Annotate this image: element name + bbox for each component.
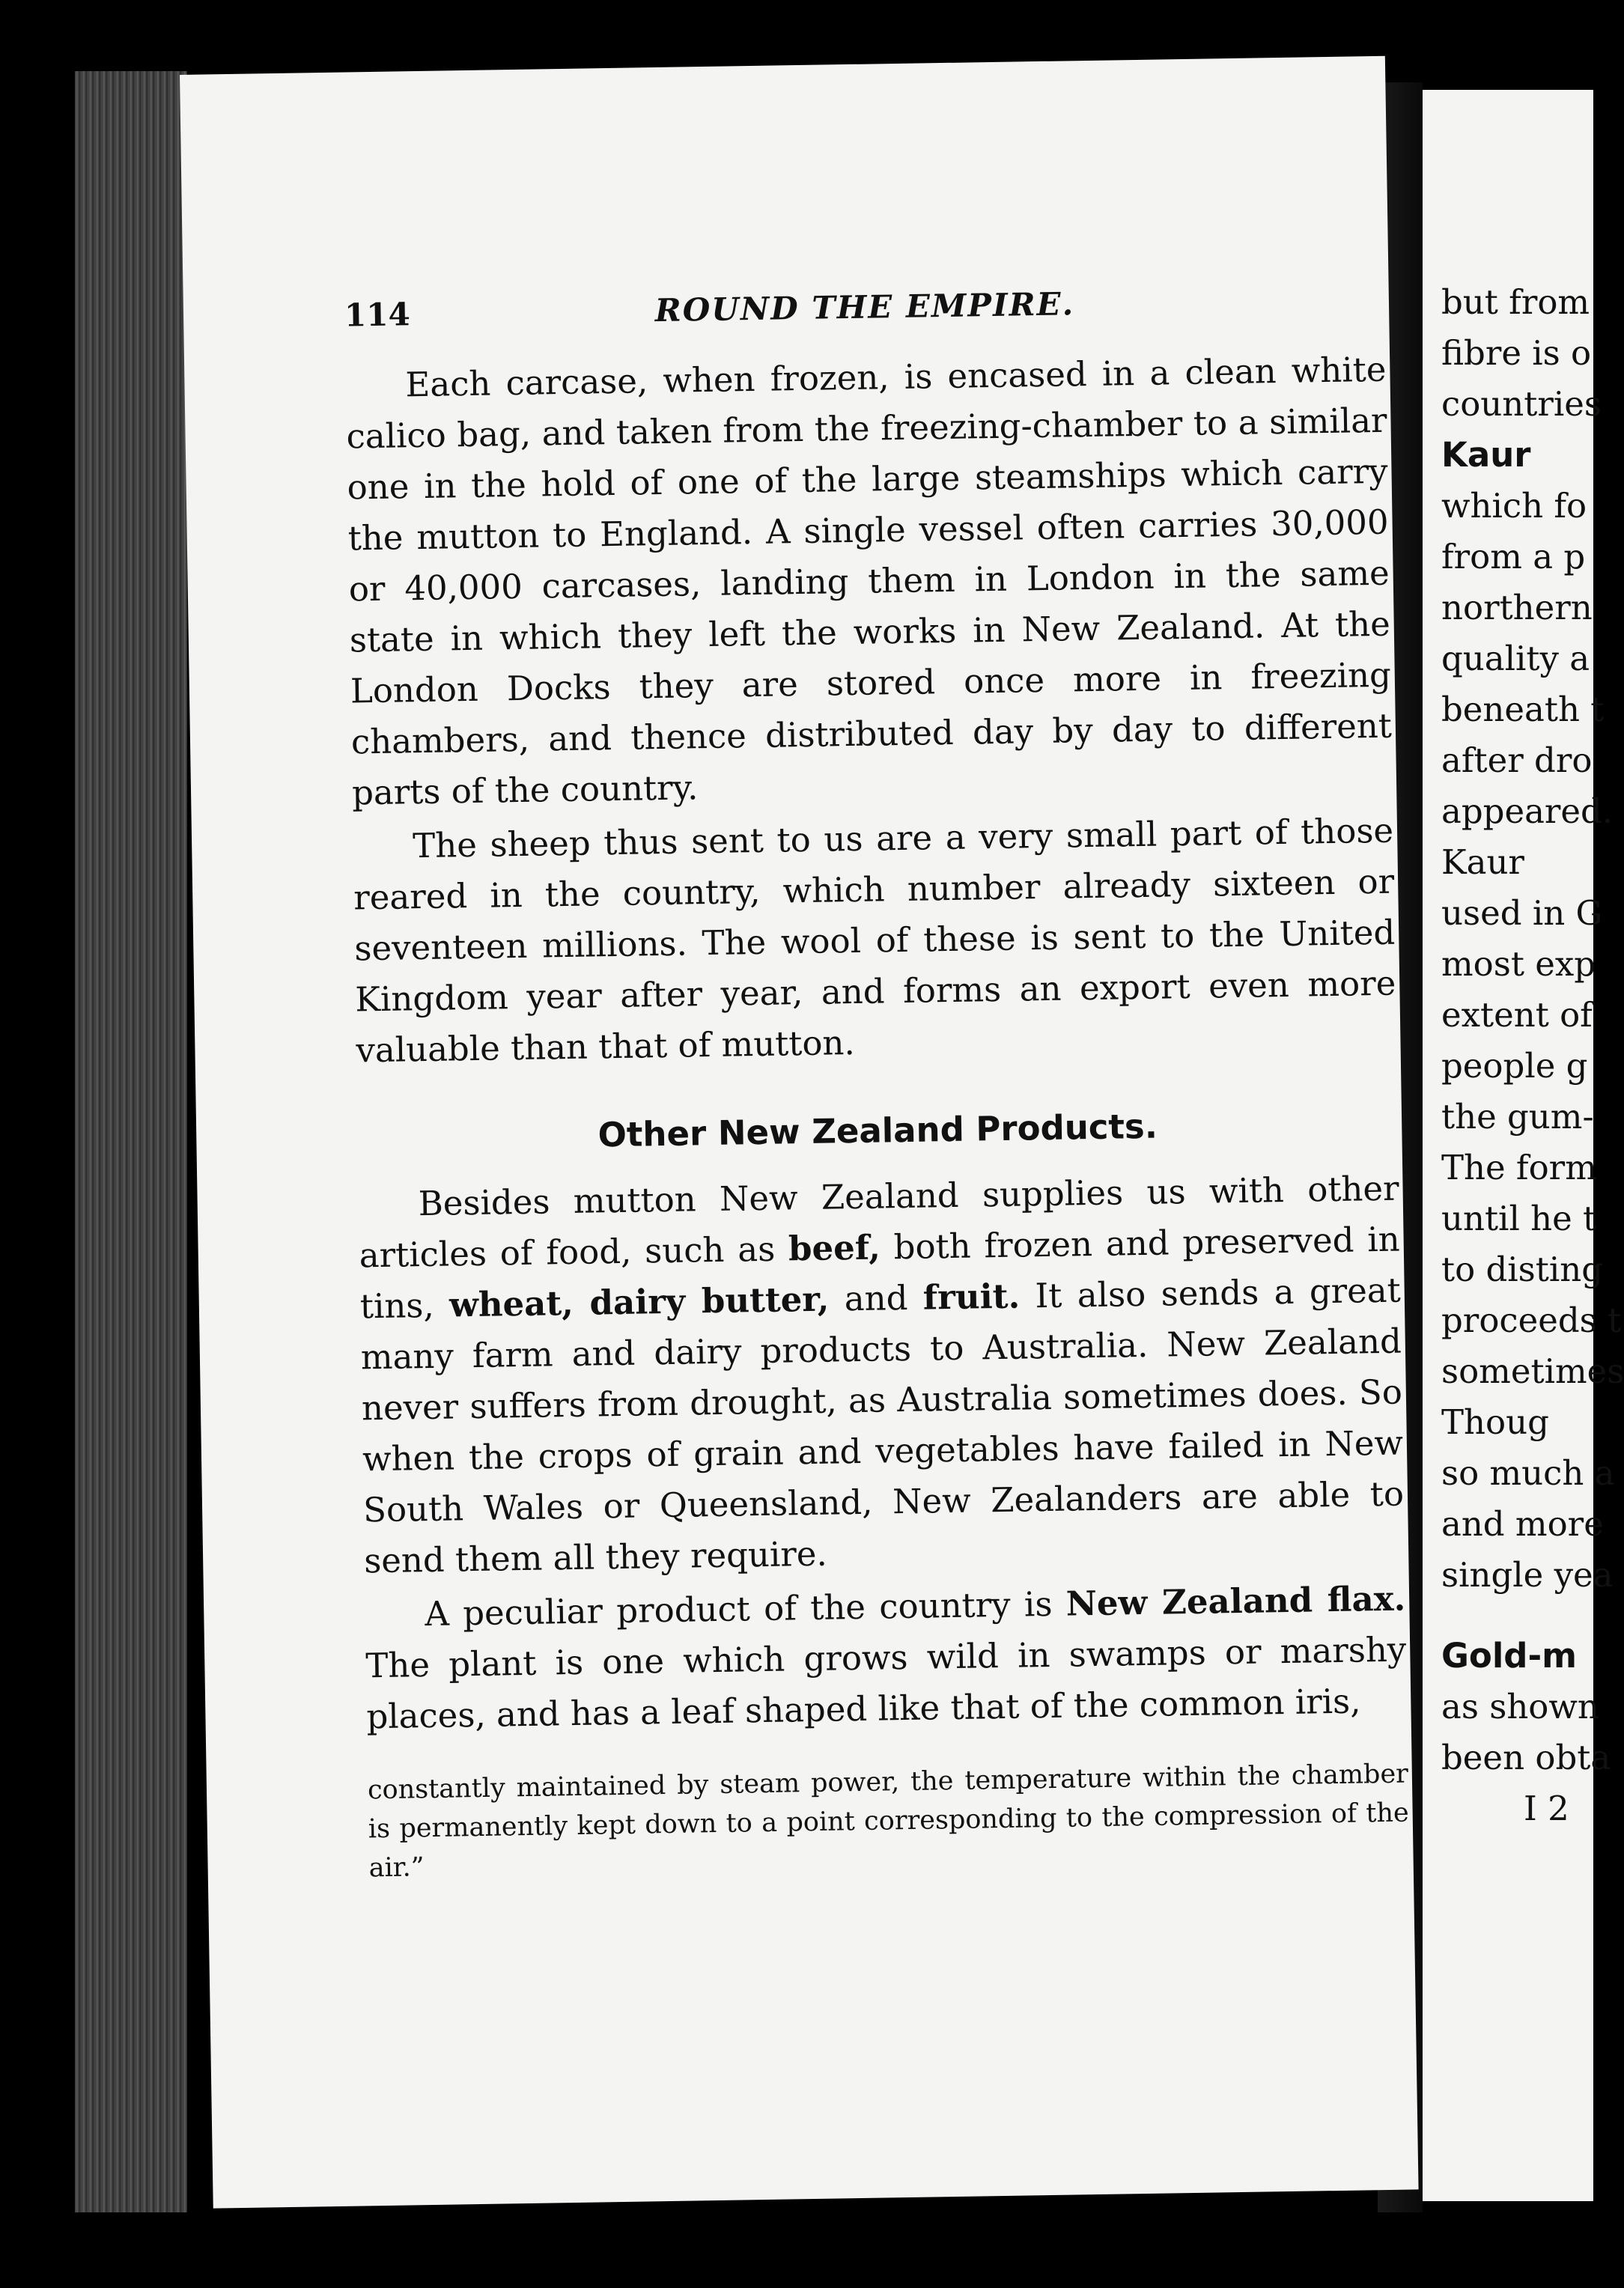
right-line: Kaur [1441,435,1531,475]
page-number: 114 [344,296,411,334]
page-header [344,281,1386,342]
paragraph-2: The sheep thus sent to us are a very small part of those reared in the country, which number already sixteen or seventeen millions. The wool of these is sent to the United Kingdom year after year, and forms an export even more valuable than that of mutton. [353,810,1396,1071]
right-line: single yea [1441,1555,1614,1595]
p3-text-2: both frozen and preserved in tins, [359,1219,1401,1327]
p4-text-2: The plant is one which grows wild in swamps or marshy places, and has a leaf shaped like that of the common iris, [365,1629,1407,1737]
right-line: from a p [1441,537,1586,576]
right-line: quality a [1441,639,1590,678]
running-head: ROUND THE EMPIRE. [654,285,1075,329]
footnote: constantly maintained by steam power, the temperature within the chamber is permanently kept down to a point corresponding to the compression of the air.” [367,1759,1409,1884]
p3-text-3: and [828,1277,924,1319]
p3-text-1: Besides mutton New Zealand supplies us with other articles of food, such as [359,1168,1399,1276]
right-signature-mark: I 2 [1524,1789,1569,1828]
p3-bold-fruit: fruit. [922,1276,1021,1318]
right-line: people g [1441,1046,1588,1086]
right-line: Gold-m [1441,1636,1578,1676]
right-line: so much a [1441,1453,1615,1493]
page-body [345,344,1410,1888]
paragraph-3 [358,1163,1405,1587]
book-page-edges [75,71,187,2212]
p3-bold-wheat-butter: wheat, dairy butter, [448,1279,830,1325]
right-line: countries [1441,384,1602,424]
p3-text-4: It also sends a great many farm and dairy products to Australia. New Zealand never suffers from drought, as Australia sometimes does. So when the crops of grain and vegetables have failed in New South Wales or Queensland, New Zealanders are able to send them all they require. [360,1270,1405,1581]
right-line: after dro [1441,740,1593,780]
p3-bold-beef: beef, [788,1227,881,1269]
right-line: appeared. [1441,791,1614,831]
right-page-text [1441,277,1624,1834]
right-line: beneath t [1441,690,1605,729]
p4-text-1: A peculiar product of the country is [424,1583,1067,1634]
right-line: which fo [1441,486,1587,526]
right-line: northern [1441,588,1593,627]
p4-bold-flax: New Zealand flax. [1065,1578,1406,1624]
paragraph-1: Each carcase, when frozen, is encased in a clean white calico bag, and taken from the freezing-chamber to a similar one in the hold of one of the large steamships which carry the mutton to England. A single vessel often carries 30,000 or 40,000 carcases, landing them in London in the same state in which they left the works in New Zealand. At the London Docks they are stored once more in freezing chambers, and thence distributed day by day to different parts of the country. [346,349,1393,813]
right-line: used in G [1441,893,1603,933]
right-line: been obta [1441,1738,1611,1777]
right-line: fibre is o [1441,333,1592,373]
right-line: and more [1441,1504,1604,1544]
right-line: Thoug [1441,1402,1549,1442]
scan-background-bottom [0,2212,1593,2288]
right-line: extent of [1441,995,1593,1035]
paragraph-4 [365,1574,1408,1743]
left-page [180,56,1419,2209]
right-line: as shown [1441,1687,1599,1726]
section-heading: Other New Zealand Products. [597,1106,1158,1155]
right-line: Kaur [1441,842,1524,882]
right-line: but from [1441,282,1590,322]
right-line: The form [1441,1148,1597,1187]
right-line: to disting [1441,1250,1604,1289]
right-line: proceeds t [1441,1300,1622,1340]
right-line: most exp [1441,944,1596,984]
right-line: until he t [1441,1199,1597,1238]
right-line: sometimes [1441,1351,1624,1391]
right-line: the gum- [1441,1097,1594,1137]
